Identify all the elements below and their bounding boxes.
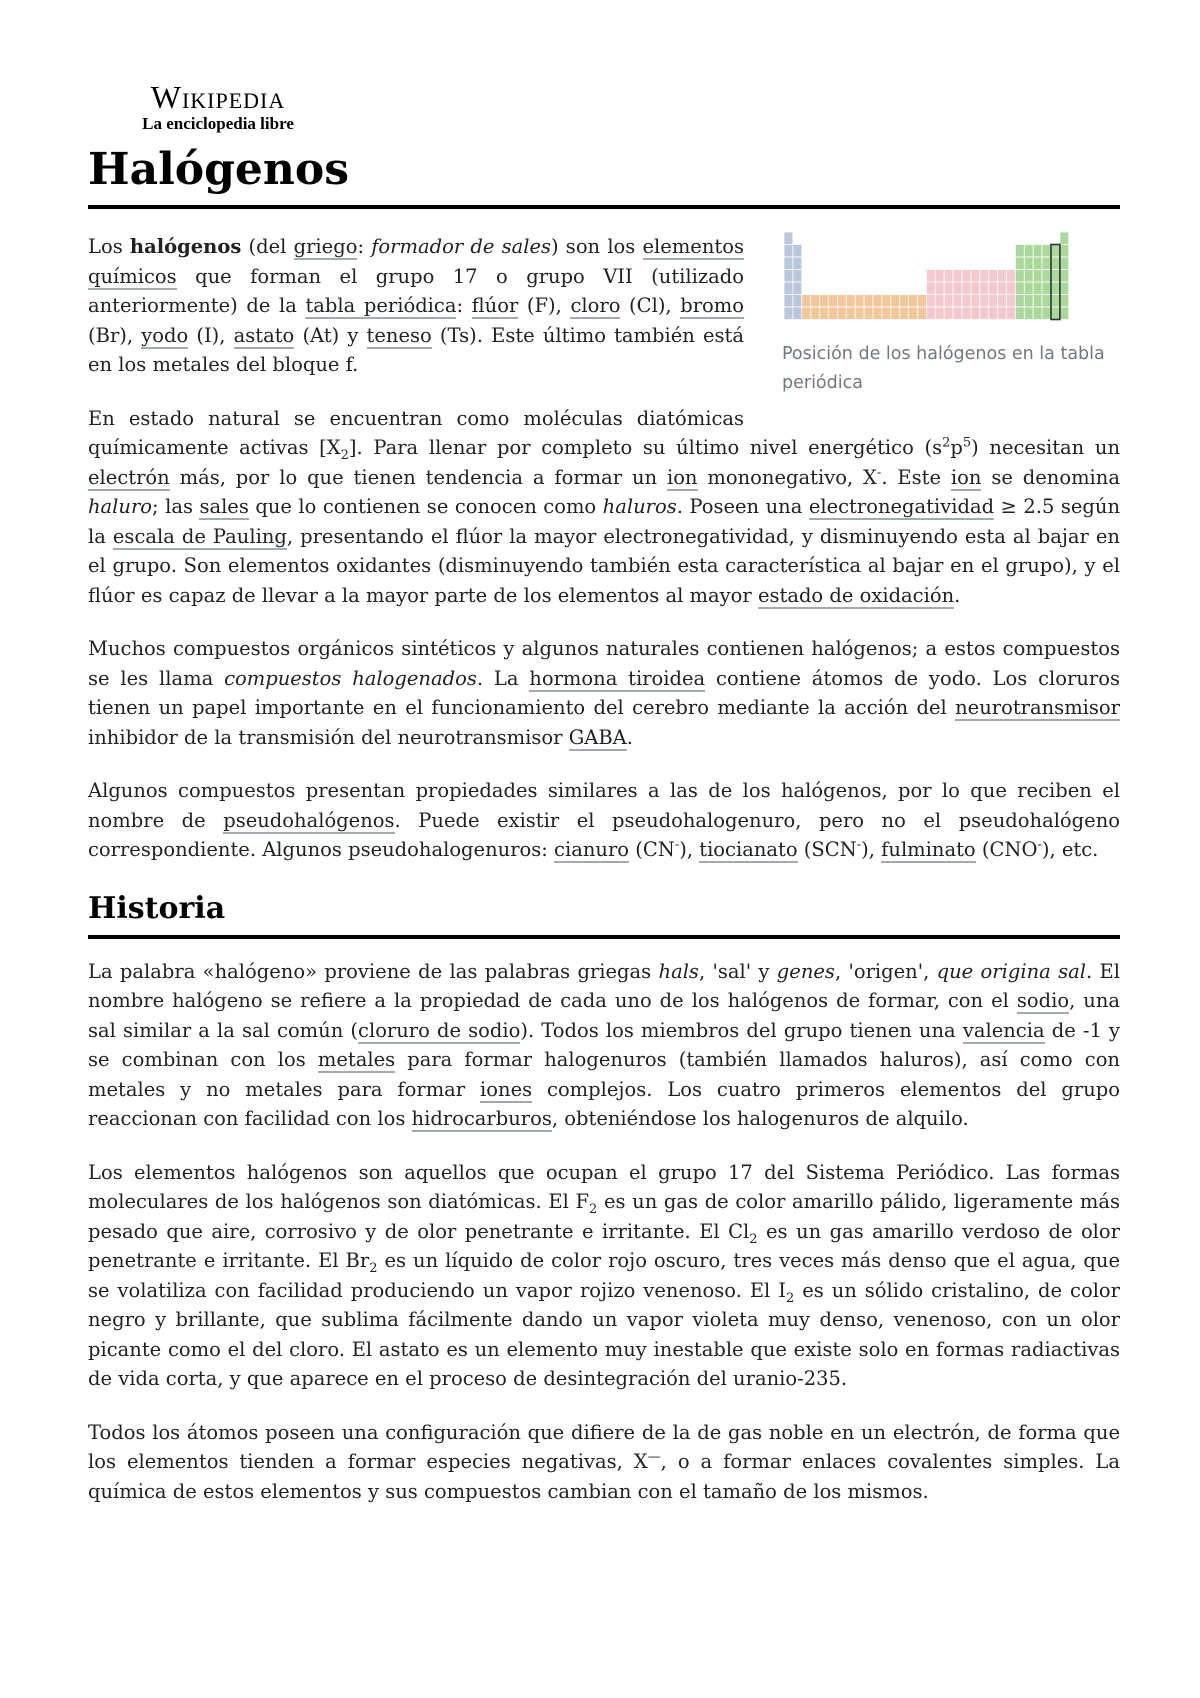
- text-run: (Ts). Este último también está en los metales del bloque f.: [88, 323, 745, 376]
- table-cell: [1051, 270, 1060, 283]
- link-electronegatividad[interactable]: electronegatividad: [808, 495, 995, 518]
- table-cell: [802, 307, 811, 320]
- link-fulminato[interactable]: fulminato: [881, 838, 976, 861]
- table-cell: [846, 307, 855, 320]
- table-cell: [793, 245, 802, 258]
- subscript: 2: [749, 1231, 758, 1247]
- table-cell: [953, 307, 962, 320]
- table-cell: [935, 295, 944, 308]
- table-cell: [909, 307, 918, 320]
- subscript: 2: [785, 1290, 795, 1306]
- table-cell: [1051, 245, 1060, 258]
- bold-term: halógenos: [129, 235, 242, 258]
- text-run: , o a formar enlaces covalentes simples. La química de estos elementos y sus compuestos cambian con el tamaño de los mismos.: [88, 1450, 1120, 1503]
- text-run: :: [357, 235, 372, 258]
- table-cell: [909, 295, 918, 308]
- link-cianuro[interactable]: cianuro: [554, 838, 630, 861]
- text-run: ; las: [152, 495, 200, 518]
- link-hormona-tiroidea[interactable]: hormona tiroidea: [529, 666, 706, 690]
- table-cell: [926, 282, 935, 295]
- table-cell: [971, 295, 980, 308]
- subscript: 2: [589, 1201, 598, 1217]
- table-cell: [989, 307, 998, 320]
- table-cell: [944, 282, 953, 295]
- table-cell: [891, 307, 900, 320]
- italic-term: formador de sales: [371, 235, 551, 258]
- table-cell: [1024, 282, 1033, 295]
- text-run: , una sal similar a la sal común (: [88, 989, 1121, 1042]
- table-cell: [793, 282, 802, 295]
- table-cell: [784, 245, 793, 258]
- table-cell: [900, 307, 909, 320]
- periodic-table-image[interactable]: [782, 230, 1120, 338]
- table-cell: [1015, 257, 1024, 270]
- link-gaba[interactable]: GABA: [568, 725, 627, 749]
- text-run: de -1 y se combinan con los: [88, 1018, 1120, 1071]
- table-cell: [1042, 245, 1051, 258]
- table-cell: [1042, 295, 1051, 308]
- text-run: ),: [679, 838, 700, 861]
- figure-caption: Posición de los halógenos en la tabla periódica: [782, 344, 1105, 393]
- historia-paragraph-2: [88, 1158, 1120, 1394]
- title-divider: [88, 205, 1120, 209]
- table-cell: [998, 295, 1007, 308]
- table-cell: [811, 307, 820, 320]
- text-run: (At) y: [294, 323, 367, 347]
- table-cell: [1007, 270, 1016, 283]
- table-cell: [962, 307, 971, 320]
- table-cell: [1007, 295, 1016, 308]
- text-run: que forman el grupo 17 o grupo VII (utilizado anteriormente) de la: [88, 264, 744, 317]
- link-teneso[interactable]: teneso: [366, 323, 432, 347]
- text-run: (CNO: [975, 838, 1038, 861]
- text-run: :: [456, 294, 472, 317]
- table-cell: [1024, 270, 1033, 283]
- table-cell: [1015, 307, 1024, 320]
- table-cell: [918, 307, 927, 320]
- table-cell: [784, 307, 793, 320]
- table-cell: [989, 270, 998, 283]
- text-run: . Este: [881, 465, 951, 489]
- table-cell: [1033, 245, 1042, 258]
- text-run: Los: [88, 235, 130, 258]
- link-cloruro-de-sodio[interactable]: cloruro de sodio: [358, 1018, 521, 1042]
- table-cell: [1015, 282, 1024, 295]
- table-cell: [1060, 307, 1069, 320]
- link-astato[interactable]: astato: [233, 323, 295, 347]
- table-cell: [793, 270, 802, 283]
- text-run: más, por lo que tienen tendencia a formar un: [169, 465, 667, 489]
- table-cell: [1060, 257, 1069, 270]
- text-run: , obteniéndose los halogenuros de alquilo.: [551, 1107, 969, 1130]
- table-cell: [864, 295, 873, 308]
- text-run: Muchos compuestos orgánicos sintéticos y algunos naturales contienen halógenos; a estos compuestos se les llama: [88, 637, 1120, 690]
- table-cell: [998, 270, 1007, 283]
- table-cell: [1042, 257, 1051, 270]
- table-cell: [829, 307, 838, 320]
- superscript: -: [856, 837, 862, 853]
- table-cell: [855, 307, 864, 320]
- superscript: -: [876, 465, 882, 480]
- table-cell: [962, 295, 971, 308]
- text-run: complejos. Los cuatro primeros elementos del grupo reaccionan con facilidad con los: [88, 1077, 1120, 1130]
- italic-term: genes: [776, 959, 835, 983]
- text-run: es un gas de color amarillo pálido, ligeramente más pesado que aire, corrosivo y de olor penetrante e irritante. El Cl: [88, 1190, 1120, 1243]
- table-cell: [882, 307, 891, 320]
- intro-paragraph-3: [88, 634, 1120, 752]
- table-cell: [989, 282, 998, 295]
- link-iones[interactable]: iones: [480, 1077, 533, 1101]
- table-cell: [1015, 245, 1024, 258]
- italic-term: haluros: [602, 495, 677, 518]
- text-run: se denomina: [981, 465, 1120, 489]
- text-run: (Br),: [88, 323, 142, 347]
- text-run: La palabra «halógeno» proviene de las palabras griegas: [88, 959, 659, 983]
- link-elementos-quimicos[interactable]: elementos químicos: [88, 235, 744, 288]
- table-cell: [1060, 295, 1069, 308]
- table-cell: [873, 295, 882, 308]
- table-cell: [1033, 307, 1042, 320]
- table-cell: [837, 307, 846, 320]
- table-cell: [1024, 245, 1033, 258]
- link-hidrocarburos[interactable]: hidrocarburos: [411, 1107, 552, 1130]
- table-cell: [962, 282, 971, 295]
- link-bromo[interactable]: bromo: [680, 294, 745, 317]
- link-estado-de-oxidacion[interactable]: estado de oxidación: [757, 583, 955, 607]
- text-run: . Poseen una: [676, 495, 809, 518]
- text-run: ), etc.: [1041, 838, 1099, 861]
- superscript: -: [1037, 837, 1042, 853]
- superscript: 2: [942, 435, 951, 451]
- superscript: —: [647, 1449, 661, 1465]
- wikipedia-logo[interactable]: [118, 80, 318, 134]
- table-cell: [918, 295, 927, 308]
- table-cell: [1033, 282, 1042, 295]
- historia-paragraph-3: [88, 1418, 1120, 1507]
- table-cell: [998, 282, 1007, 295]
- intro-paragraph-4: [88, 776, 1120, 865]
- table-cell: [1024, 295, 1033, 308]
- table-cell: [1024, 257, 1033, 270]
- subscript: 2: [369, 1260, 378, 1276]
- text-run: , presentando el flúor la mayor electronegatividad, y disminuyendo esta al bajar en el grupo. Son elementos oxidantes (disminuyendo también esta característica al bajar en el grupo), y el flúor es capaz de llevar a la mayor parte de los elementos al mayor: [88, 524, 1120, 607]
- link-neurotransmisor[interactable]: neurotransmisor: [955, 696, 1120, 719]
- text-run: Todos los átomos poseen una configuración que difiere de la de gas noble en un electrón, de forma que los elementos tienden a formar especies negativas, X: [88, 1420, 1120, 1473]
- text-run: ). Todos los miembros del grupo tienen una: [520, 1018, 963, 1042]
- table-cell: [1042, 307, 1051, 320]
- link-sales[interactable]: sales: [199, 495, 249, 518]
- link-tiocianato[interactable]: tiocianato: [699, 838, 798, 861]
- link-ion-2[interactable]: ion: [950, 465, 982, 489]
- text-run: es un sólido cristalino, de color negro y brillante, que sublima fácilmente dando un vapor violeta muy denso, venenoso, con un olor picante como el del cloro. El astato es un elemento muy inestable que existe solo en formas radiactivas de vida corta, y que aparece en el proceso de desintegración del uranio-235.: [88, 1278, 1120, 1390]
- text-run: (Cl),: [620, 294, 681, 317]
- table-cell: [1042, 282, 1051, 295]
- table-cell: [980, 270, 989, 283]
- table-cell: [935, 307, 944, 320]
- italic-term: compuestos halogenados: [224, 666, 477, 690]
- link-sodio[interactable]: sodio: [1016, 989, 1070, 1012]
- table-cell: [980, 307, 989, 320]
- table-cell: [935, 270, 944, 283]
- text-run: , 'origen',: [834, 959, 937, 983]
- text-run: (F),: [518, 294, 571, 317]
- table-cell: [953, 282, 962, 295]
- superscript: 5: [962, 435, 972, 451]
- table-cell: [784, 270, 793, 283]
- text-run: ]. Para llenar por completo su último nivel energético (s: [348, 436, 943, 459]
- text-run: Los elementos halógenos son aquellos que ocupan el grupo 17 del Sistema Periódico. Las formas moleculares de los halógenos son diatómicas. El F: [88, 1160, 1120, 1213]
- table-cell: [1060, 270, 1069, 283]
- table-cell: [1051, 307, 1060, 320]
- table-cell: [971, 307, 980, 320]
- table-cell: [793, 257, 802, 270]
- table-cell: [953, 295, 962, 308]
- table-cell: [980, 295, 989, 308]
- logo-wordmark: Wikipedia: [150, 79, 286, 115]
- text-run: p: [950, 436, 963, 459]
- italic-term: que origina sal: [936, 959, 1086, 983]
- table-cell: [864, 307, 873, 320]
- link-pseudohalogenos[interactable]: pseudohalógenos: [223, 808, 395, 832]
- text-run: (I),: [188, 323, 234, 347]
- link-griego[interactable]: griego: [293, 235, 358, 258]
- text-run: inhibidor de la transmisión del neurotransmisor: [88, 725, 569, 749]
- table-cell: [962, 270, 971, 283]
- table-cell: [846, 295, 855, 308]
- table-cell: [1051, 257, 1060, 270]
- table-cell: [1051, 295, 1060, 308]
- table-cell: [926, 307, 935, 320]
- table-cell: [998, 307, 1007, 320]
- link-electron[interactable]: electrón: [88, 465, 170, 489]
- table-cell: [882, 295, 891, 308]
- table-cell: [1007, 307, 1016, 320]
- table-cell: [1024, 307, 1033, 320]
- text-run: es un gas amarillo verdoso de olor penetrante e irritante. El Br: [88, 1219, 1120, 1272]
- text-run: , 'sal' y: [698, 959, 777, 983]
- text-run: (SCN: [797, 838, 857, 861]
- text-run: ) son los: [551, 235, 643, 258]
- link-cloro[interactable]: cloro: [570, 294, 621, 317]
- text-run: . Puede existir el pseudohalogenuro, pero no el pseudohalógeno correspondiente. Algunos pseudohalogenuros:: [88, 808, 1120, 861]
- historia-paragraph-1: [88, 957, 1120, 1134]
- subscript: 2: [340, 447, 349, 463]
- table-cell: [1042, 270, 1051, 283]
- text-run: ) necesitan un: [971, 436, 1121, 459]
- table-cell: [944, 270, 953, 283]
- table-cell: [793, 307, 802, 320]
- table-cell: [1015, 270, 1024, 283]
- table-cell: [793, 295, 802, 308]
- periodic-table-figure: [782, 230, 1120, 398]
- article-body: [88, 232, 1120, 1530]
- text-run: (CN: [629, 838, 675, 861]
- section-heading-historia: Historia: [88, 889, 1120, 939]
- table-cell: [784, 295, 793, 308]
- link-valencia[interactable]: valencia: [962, 1018, 1045, 1042]
- text-run: . La: [476, 666, 530, 690]
- table-cell: [900, 295, 909, 308]
- italic-term: hals: [658, 959, 699, 983]
- text-run: mononegativo, X: [697, 465, 877, 489]
- table-cell: [820, 307, 829, 320]
- table-cell: [971, 270, 980, 283]
- table-cell: [944, 307, 953, 320]
- table-cell: [1033, 295, 1042, 308]
- superscript: -: [674, 837, 680, 853]
- text-run: Algunos compuestos presentan propiedades similares a las de los halógenos, por lo que reciben el nombre de: [88, 779, 1120, 832]
- table-cell: [802, 295, 811, 308]
- text-run: .: [626, 725, 633, 749]
- page-title: Halógenos: [88, 144, 350, 195]
- text-run: (del: [241, 235, 294, 258]
- table-cell: [811, 295, 820, 308]
- table-cell: [935, 282, 944, 295]
- logo-tagline: La enciclopedia libre: [142, 114, 294, 133]
- table-cell: [944, 295, 953, 308]
- table-cell: [989, 295, 998, 308]
- text-run: ≥ 2.5 según la: [88, 495, 1120, 548]
- table-cell: [971, 282, 980, 295]
- text-run: es un líquido de color rojo oscuro, tres veces más denso que el agua, que se volatiliza con facilidad produciendo un vapor rojizo venenoso. El I: [88, 1249, 1120, 1302]
- text-run: . El nombre halógeno se refiere a la propiedad de cada uno de los halógenos de formar, con el: [88, 959, 1120, 1012]
- table-cell: [1007, 282, 1016, 295]
- table-cell: [1060, 232, 1069, 245]
- table-cell: [1060, 245, 1069, 258]
- text-run: contiene átomos de yodo. Los cloruros tienen un papel importante en el funcionamiento del cerebro mediante la acción del: [88, 666, 1120, 719]
- text-run: En estado natural se encuentran como moléculas diatómicas químicamente activas [X: [88, 406, 744, 459]
- table-cell: [980, 282, 989, 295]
- table-cell: [829, 295, 838, 308]
- link-fluor[interactable]: flúor: [471, 294, 519, 317]
- table-cell: [1060, 282, 1069, 295]
- table-cell: [1051, 282, 1060, 295]
- table-cell: [784, 282, 793, 295]
- table-cell: [855, 295, 864, 308]
- table-cell: [873, 307, 882, 320]
- table-cell: [953, 270, 962, 283]
- table-cell: [1033, 257, 1042, 270]
- link-yodo[interactable]: yodo: [141, 323, 189, 347]
- table-cell: [837, 295, 846, 308]
- text-run: que lo contienen se conocen como: [248, 495, 603, 518]
- table-cell: [784, 257, 793, 270]
- table-cell: [1015, 295, 1024, 308]
- link-escala-de-pauling[interactable]: escala de Pauling: [112, 524, 287, 548]
- link-tabla-periodica[interactable]: tabla periódica: [305, 294, 457, 317]
- table-cell: [820, 295, 829, 308]
- intro-paragraph-2: [88, 404, 1120, 611]
- link-ion[interactable]: ion: [666, 465, 698, 489]
- table-cell: [891, 295, 900, 308]
- table-cell: [926, 270, 935, 283]
- table-cell: [784, 232, 793, 245]
- text-run: para formar halogenuros (también llamados haluros), así como con metales y no metales para formar: [88, 1048, 1120, 1101]
- text-run: .: [954, 583, 961, 607]
- link-metales[interactable]: metales: [317, 1048, 396, 1071]
- italic-term: haluro: [88, 495, 153, 518]
- text-run: ),: [861, 838, 882, 861]
- table-cell: [1033, 270, 1042, 283]
- table-cell: [926, 295, 935, 308]
